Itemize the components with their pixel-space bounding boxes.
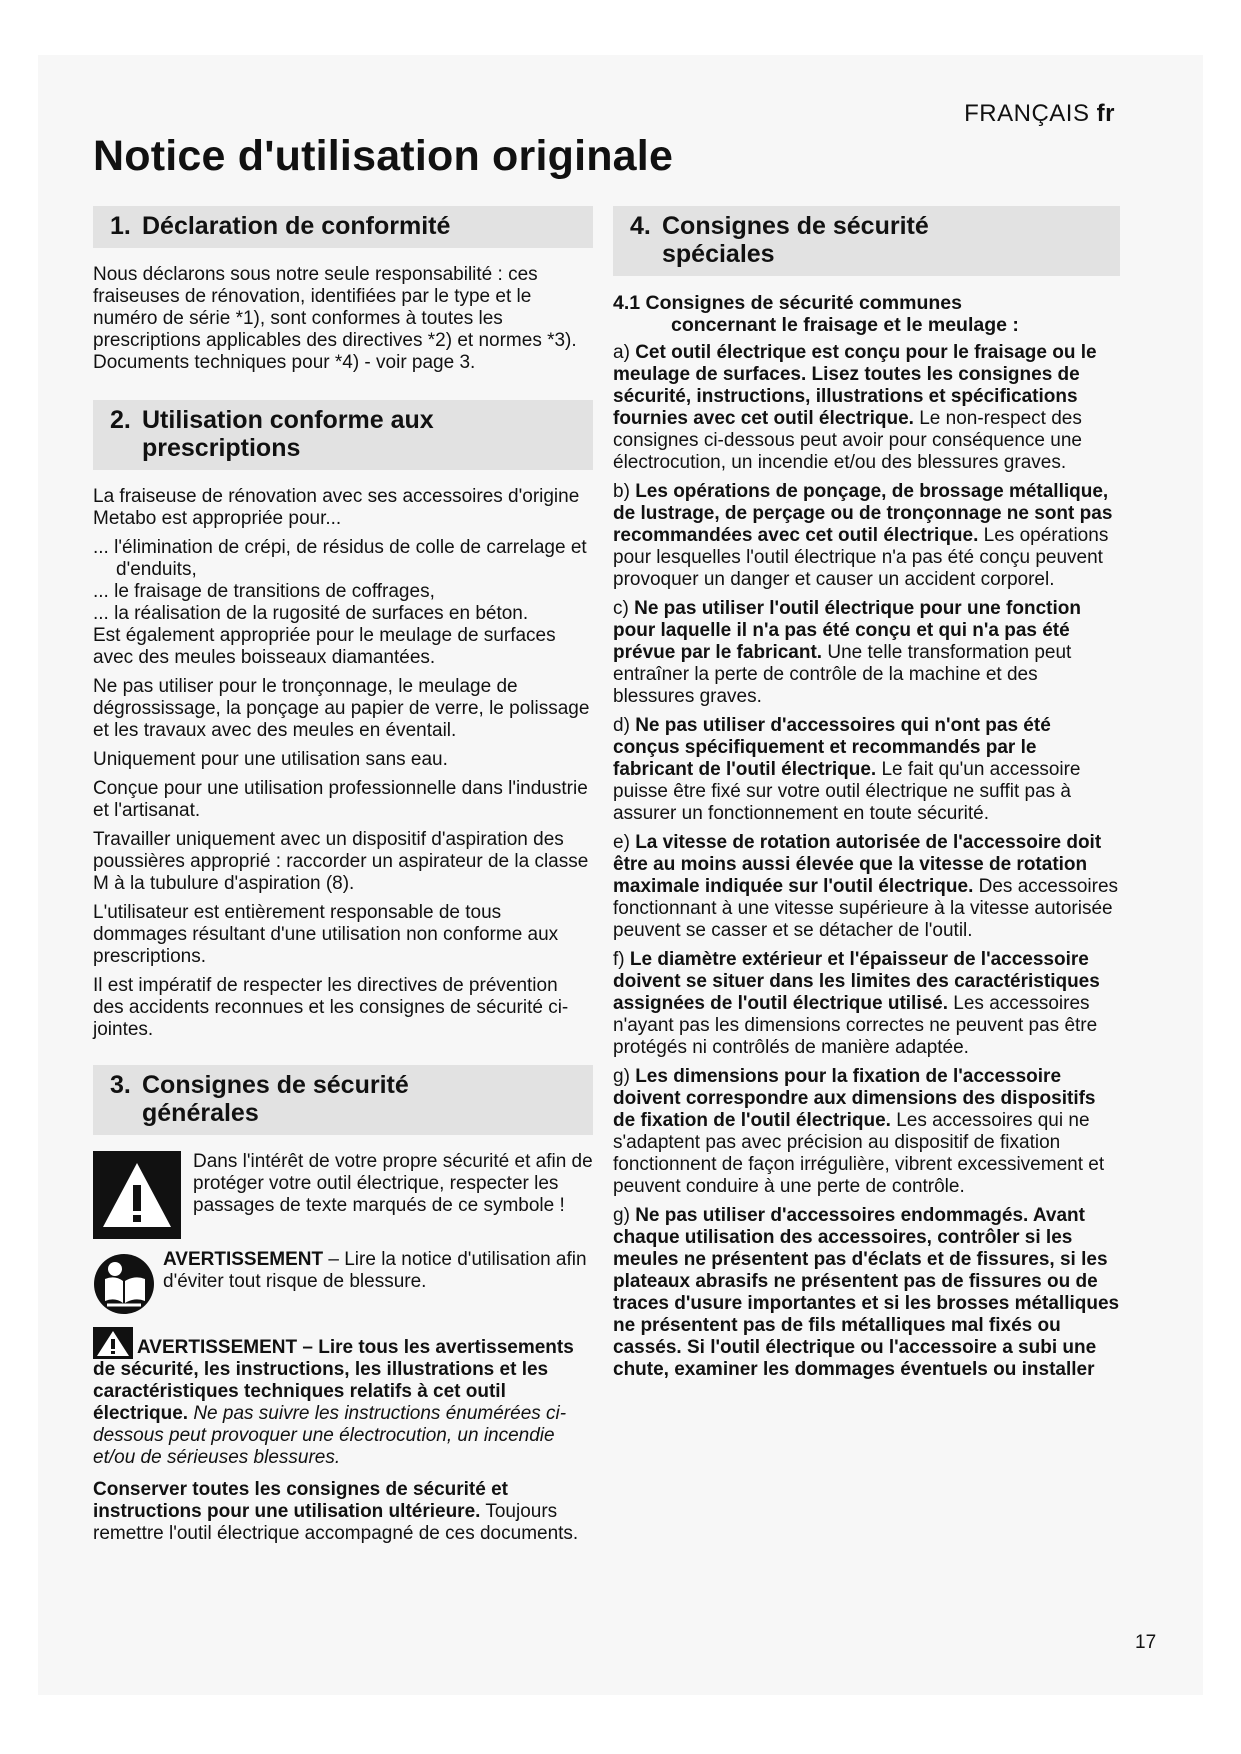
not-for-text: Ne pas utiliser pour le tronçonnage, le meulage de dégrossissage, la ponçage au papier de verre, le polissage et les travaux avec des meules en éventail. (93, 676, 590, 741)
safety-item: g) Les dimensions pour la fixation de l'accessoire doivent correspondre aux dimensions des dispositifs de fixation de l'outil électrique. Les accessoires qui ne s'adaptent pas avec précision au dispositif de fixation fonctionnent de façon irrégulière, vibrent excessivement et peuvent conduire à une perte de contrôle. (613, 1066, 1105, 1197)
use-item: ... la réalisation de la rugosité de surfaces en béton. (93, 603, 529, 624)
section-2-intro: La fraiseuse de rénovation avec ses accessoires d'origine Metabo est appropriée pour... (93, 486, 580, 529)
warning-triangle-icon (93, 1151, 181, 1239)
warning-read-text: – Lire la notice d'utilisation afin d'éviter tout risque de blessure. (163, 1249, 587, 1292)
page-number: 17 (1135, 1632, 1157, 1653)
section-2-heading: 2. Utilisation conforme aux prescriptions (93, 400, 593, 470)
safety-item: f) Le diamètre extérieur et l'épaisseur de l'accessoire doivent se situer dans les limites des caractéristiques assignées de l'outil électrique utilisé. Les accessoires n'ayant pas les dimensions correctes ne peuvent pas être protégés ni contrôlés de manière adaptée. (613, 949, 1100, 1058)
no-water-text: Uniquement pour une utilisation sans eau. (93, 749, 448, 770)
use-item: ... l'élimination de crépi, de résidus de colle de carrelage et d'enduits, (93, 537, 587, 580)
left-column (93, 206, 593, 1552)
use-item: ... le fraisage de transitions de coffrages, (93, 581, 435, 602)
document-title: Notice d'utilisation originale (93, 132, 674, 180)
symbol-note-block (93, 1151, 593, 1239)
right-column (613, 206, 1120, 1388)
dust-text: Travailler uniquement avec un dispositif d'aspiration des poussières approprié : raccorder un aspirateur de la classe M à la tubulure d'aspiration (8). (93, 829, 589, 894)
keep-instructions-paragraph: Conserver toutes les consignes de sécurité et instructions pour une utilisation ultérieure. Toujours remettre l'outil électrique accompagné de ces documents. (93, 1479, 579, 1544)
warning-small-icon (93, 1327, 133, 1359)
read-manual-icon (93, 1253, 155, 1315)
subsection-4-1-heading: 4.1 Consignes de sécurité communes concernant le fraisage et le meulage : (613, 292, 1019, 336)
responsibility-text: L'utilisateur est entièrement responsable de tous dommages résultant d'une utilisation non conforme aux prescriptions. (93, 902, 559, 967)
warning2-paragraph: AVERTISSEMENT – Lire tous les avertissements de sécurité, les instructions, les illustrations et les caractéristiques techniques relatifs à cet outil électrique. Ne pas suivre les instructions énumérées ci-dessous peut provoquer une électrocution, un incendie et/ou de sérieuses blessures. (93, 1327, 593, 1469)
safety-item: b) Les opérations de ponçage, de brossage métallique, de lustrage, de perçage ou de tronçonnage ne sont pas recommandées avec cet outil électrique. Les opérations pour lesquelles l'outil électrique n'a pas été conçu peuvent provoquer un danger et causer un accident corporel. (613, 481, 1113, 590)
safety-item: d) Ne pas utiliser d'accessoires qui n'ont pas été conçus spécifiquement et recommandés par le fabricant de l'outil électrique. Le fait qu'un accessoire puisse être fixé sur votre outil électrique ne suffit pas à assurer un fonctionnement en toute sécurité. (613, 715, 1081, 824)
safety-item: a) Cet outil électrique est conçu pour le fraisage ou le meulage de surfaces. Lisez toutes les consignes de sécurité, instructions, illustrations et spécifications fournies avec cet outil électrique. Le non-respect des consignes ci-dessous peut avoir pour conséquence une électrocution, un incendie et/ou des blessures graves. (613, 342, 1097, 473)
section-1-paragraph: Nous déclarons sous notre seule responsabilité : ces fraiseuses de rénovation, identifiées par le type et le numéro de série *1), sont conformes à toutes les prescriptions applicables des directives *2) et normes *3). Documents techniques pour *4) - voir page 3. (93, 264, 577, 373)
read-manual-block (93, 1249, 593, 1317)
language-indicator: FRANÇAIS fr (964, 100, 1115, 127)
warning-label: AVERTISSEMENT (163, 1249, 324, 1270)
section-1-heading: 1. Déclaration de conformité (93, 206, 593, 248)
symbol-note-text: Dans l'intérêt de votre propre sécurité et afin de protéger votre outil électrique, respecter les passages de texte marqués de ce symbole ! (193, 1151, 593, 1216)
safety-item: g) Ne pas utiliser d'accessoires endommagés. Avant chaque utilisation des accessoires, contrôler si les meules ne présentent pas d'éclats et de fissures, si les plateaux abrasifs ne présentent pas de fissures ou de traces d'usure importantes et si les brosses métalliques ne présentent pas de fils métalliques mal fixés ou cassés. Si l'outil électrique ou l'accessoire a subi une chute, examiner les dommages éventuels ou installer (613, 1205, 1120, 1380)
also-suitable-text: Est également appropriée pour le meulage de surfaces avec des meules boisseaux diamantées. (93, 625, 556, 668)
section-4-heading: 4. Consignes de sécurité spéciales (613, 206, 1120, 276)
safety-item: c) Ne pas utiliser l'outil électrique pour une fonction pour laquelle il n'a pas été conçu et qui n'a pas été prévue par le fabricant. Une telle transformation peut entraîner la perte de contrôle de la machine et des blessures graves. (613, 598, 1081, 707)
safety-item: e) La vitesse de rotation autorisée de l'accessoire doit être au moins aussi élevée que la vitesse de rotation maximale indiquée sur l'outil électrique. Des accessoires fonctionnant à une vitesse supérieure à la vitesse autorisée peuvent se casser et se détacher de l'outil. (613, 832, 1119, 941)
directives-text: Il est impératif de respecter les directives de prévention des accidents reconnues et les consignes de sécurité ci-jointes. (93, 975, 569, 1040)
professional-text: Conçue pour une utilisation professionnelle dans l'industrie et l'artisanat. (93, 778, 588, 821)
section-3-heading: 3. Consignes de sécurité générales (93, 1065, 593, 1135)
